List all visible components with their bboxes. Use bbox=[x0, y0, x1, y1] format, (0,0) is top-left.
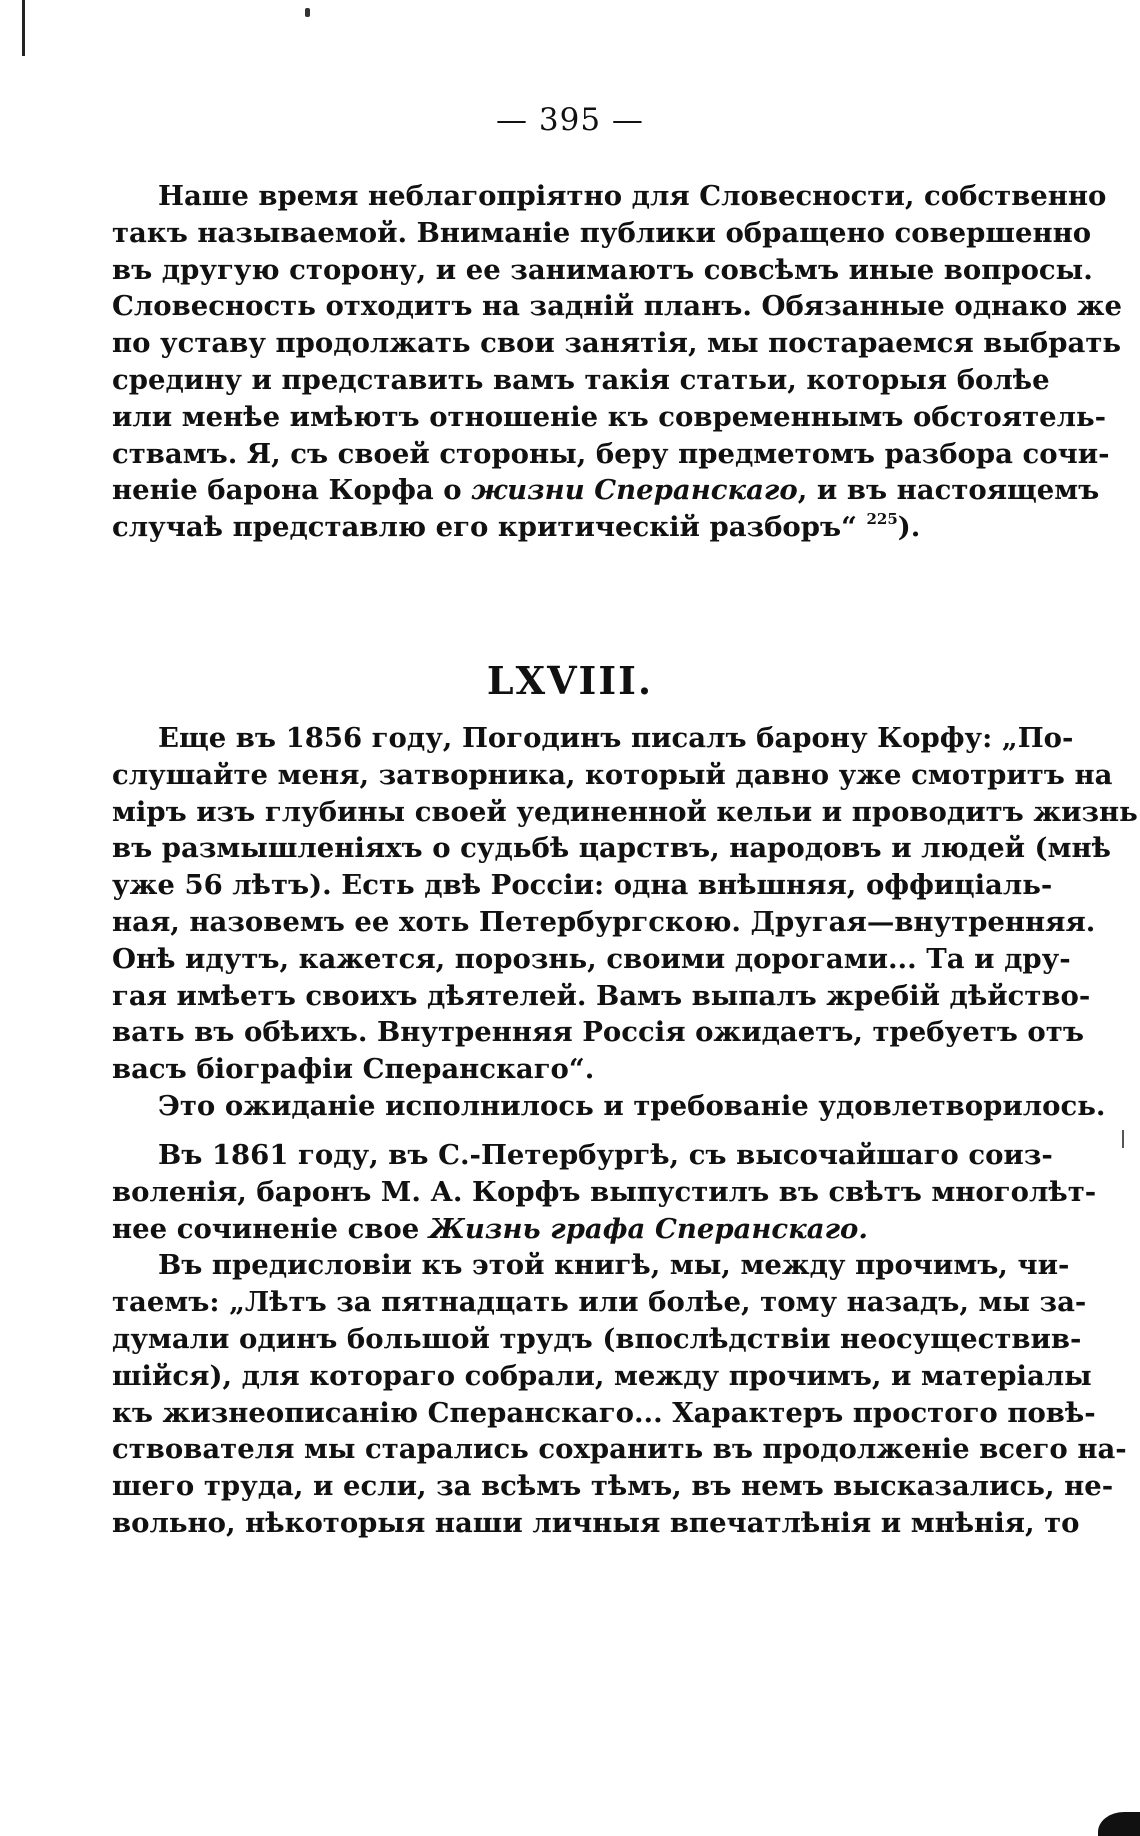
text-fragment: нее сочиненіе свое bbox=[112, 1212, 429, 1245]
text-line: такъ называемой. Вниманіе публики обращено совершенно bbox=[112, 216, 1092, 249]
text-line: воленія, баронъ М. А. Корфъ выпустилъ въ свѣтъ многолѣт- bbox=[112, 1175, 1097, 1208]
text-line bbox=[112, 1211, 926, 1248]
text-line: ствователя мы старались сохранить въ продолженіе всего на- bbox=[112, 1433, 1127, 1466]
chapter-heading: LXVIII. bbox=[486, 658, 654, 703]
text-line: средину и представить вамъ такія статьи, которыя болѣе bbox=[112, 363, 1050, 396]
text-line: къ жизнеописанію Сперанскаго... Характеръ простого повѣ- bbox=[112, 1396, 1096, 1429]
footnote-ref: 225 bbox=[866, 510, 898, 529]
text-line: Въ предисловіи къ этой книгѣ, мы, между прочимъ, чи- bbox=[158, 1249, 1070, 1282]
text-line: въ размышленіяхъ о судьбѣ царствъ, народовъ и людей (мнѣ bbox=[112, 832, 1111, 865]
text-line: въ другую сторону, и ее занимаютъ совсѣмъ иные вопросы. bbox=[112, 253, 1093, 286]
text-line bbox=[112, 472, 1100, 509]
text-line: гая имѣетъ своихъ дѣятелей. Вамъ выпалъ жребій дѣйство- bbox=[112, 979, 1091, 1012]
text-line: шего труда, и если, за всѣмъ тѣмъ, въ немъ высказались, не- bbox=[112, 1470, 1114, 1503]
text-line: Онѣ идутъ, кажется, порознь, своими дорогами... Та и дру- bbox=[112, 942, 1071, 975]
text-line: ствамъ. Я, съ своей стороны, беру предметомъ разбора сочи- bbox=[112, 437, 1110, 470]
text-line: Въ 1861 году, въ С.-Петербургѣ, съ высочайшаго соиз- bbox=[158, 1139, 1053, 1171]
text-line: ная, назовемъ ее хоть Петербургскою. Другая—внутренняя. bbox=[112, 905, 1096, 938]
text-fragment: ). bbox=[897, 511, 921, 544]
text-line: Еще въ 1856 году, Погодинъ писалъ барону Корфу: „По- bbox=[158, 722, 1074, 754]
text-line: по уставу продолжать свои занятія, мы постараемся выбрать bbox=[112, 327, 1122, 360]
text-line: міръ изъ глубины своей уединенной кельи и проводитъ жизнь bbox=[112, 795, 1138, 828]
scan-corner-shadow bbox=[1098, 1812, 1140, 1836]
paragraph-2 bbox=[112, 720, 1138, 1125]
text-line: шійся), для котораго собрали, между прочимъ, и матеріалы bbox=[112, 1359, 1092, 1392]
text-line: уже 56 лѣтъ). Есть двѣ Россіи: одна внѣшняя, оффиціаль- bbox=[112, 869, 1053, 902]
text-line: таемъ: „Лѣтъ за пятнадцать или болѣе, тому назадъ, мы за- bbox=[112, 1286, 1087, 1319]
text-fragment: , и въ настоящемъ bbox=[797, 474, 1100, 507]
paragraph-1 bbox=[112, 178, 1123, 546]
text-line: вольно, нѣкоторыя наши личныя впечатлѣнія и мнѣнія, то bbox=[112, 1506, 1080, 1539]
paragraph-3: Это ожиданіе исполнилось и требованіе удовлетворилось. bbox=[158, 1089, 1106, 1122]
text-line: или менѣе имѣютъ отношеніе къ современнымъ обстоятель- bbox=[112, 400, 1107, 433]
page-number: — 395 — bbox=[496, 102, 644, 138]
book-title-italic: жизни Сперанскаго bbox=[471, 474, 798, 507]
book-title-italic: Жизнь графа Сперанскаго. bbox=[428, 1212, 868, 1245]
scan-speck bbox=[305, 8, 310, 17]
text-line: думали одинъ большой трудъ (впослѣдствіи неосуществив- bbox=[112, 1322, 1082, 1355]
text-line: вать въ обѣихъ. Внутренняя Россія ожидаетъ, требуетъ отъ bbox=[112, 1016, 1084, 1049]
text-fragment: неніе барона Корфа о bbox=[112, 474, 472, 507]
text-line: Наше время неблагопріятно для Словесности, собственно bbox=[158, 180, 1107, 212]
paragraph-4 bbox=[112, 1137, 1127, 1542]
text-line: Словесность отходитъ на задній планъ. Обязанные однако же bbox=[112, 290, 1123, 323]
text-line: васъ біографіи Сперанскаго“. bbox=[112, 1053, 595, 1086]
text-line: слушайте меня, затворника, который давно уже смотритъ на bbox=[112, 758, 1113, 791]
scan-edge-mark bbox=[22, 0, 25, 56]
text-fragment: случаѣ представлю его критическій разборъ“ bbox=[112, 511, 857, 544]
scan-speck bbox=[1122, 1130, 1124, 1148]
text-line bbox=[112, 509, 926, 546]
